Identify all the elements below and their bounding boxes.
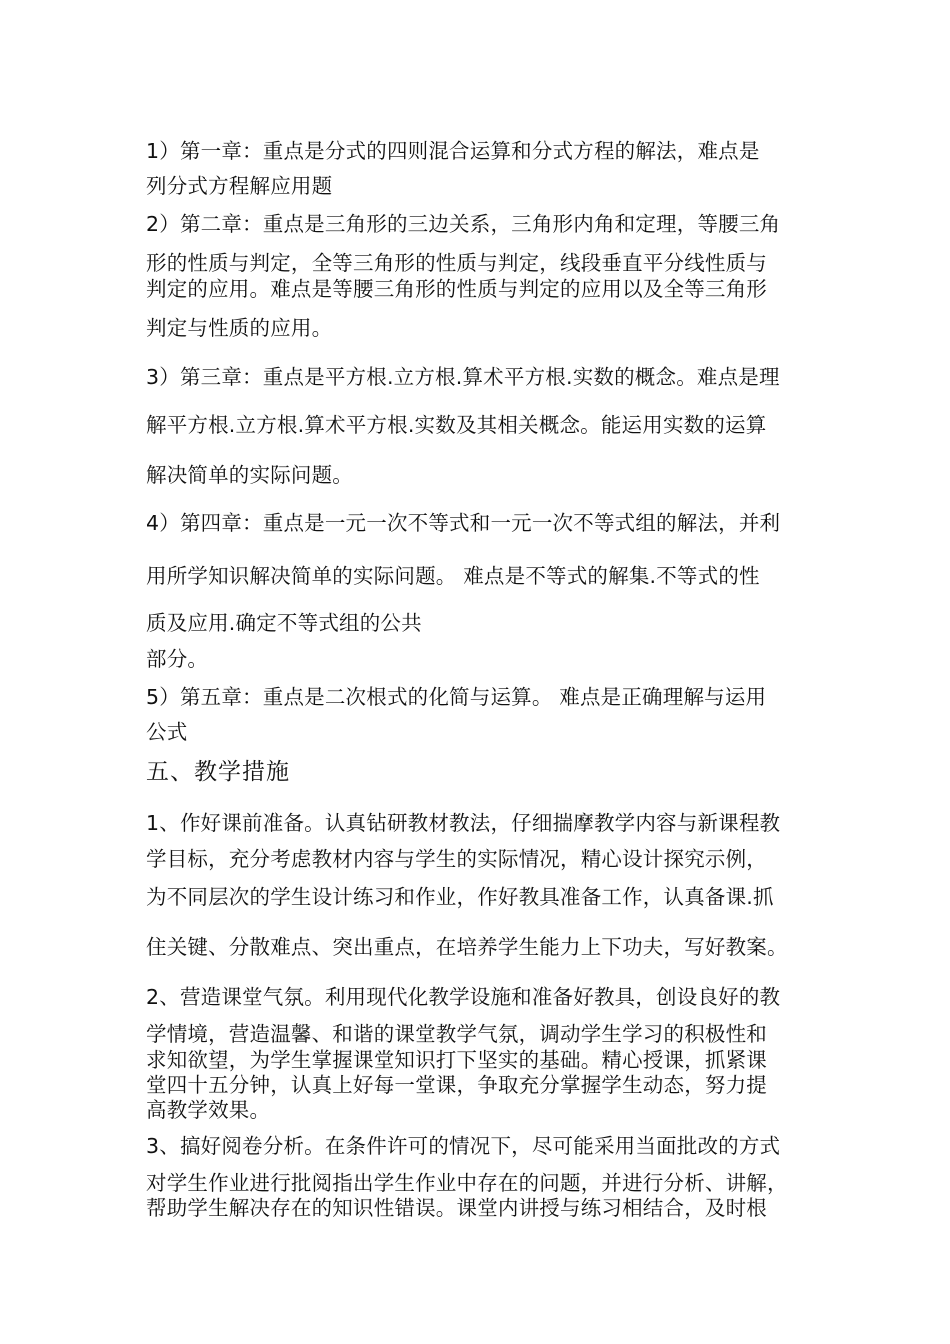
text-line: 判定与性质的应用。 bbox=[146, 316, 333, 340]
text-line: 住关键、分散难点、突出重点，在培养学生能力上下功夫，写好教案。 bbox=[146, 935, 788, 959]
text-line: 求知欲望，为学生掌握课堂知识打下坚实的基础。精心授课，抓紧课 bbox=[146, 1048, 767, 1072]
text-line: 公式 bbox=[146, 720, 188, 744]
text-line: 堂四十五分钟，认真上好每一堂课，争取充分掌握学生动态，努力提 bbox=[146, 1073, 767, 1097]
section-heading: 五、教学措施 bbox=[146, 759, 290, 785]
text-line: 3、搞好阅卷分析。在条件许可的情况下，尽可能采用当面批改的方式 bbox=[146, 1134, 781, 1158]
text-line: 2）第二章：重点是三角形的三边关系，三角形内角和定理，等腰三角 bbox=[146, 212, 781, 236]
text-line: 用所学知识解决简单的实际问题。 难点是不等式的解集.不等式的性 bbox=[146, 564, 760, 588]
text-line: 部分。 bbox=[146, 647, 209, 671]
text-line: 解决简单的实际问题。 bbox=[146, 463, 353, 487]
text-line: 1、作好课前准备。认真钻研教材教法，仔细揣摩教学内容与新课程教 bbox=[146, 811, 781, 835]
text-line: 对学生作业进行批阅指出学生作业中存在的问题，并进行分析、讲解， bbox=[146, 1171, 788, 1195]
text-line: 4）第四章：重点是一元一次不等式和一元一次不等式组的解法，并利 bbox=[146, 511, 781, 535]
text-line: 5）第五章：重点是二次根式的化简与运算。 难点是正确理解与运用 bbox=[146, 685, 767, 709]
text-line: 2、营造课堂气氛。利用现代化教学设施和准备好教具，创设良好的教 bbox=[146, 985, 781, 1009]
text-line: 列分式方程解应用题 bbox=[146, 174, 333, 198]
text-line: 质及应用.确定不等式组的公共 bbox=[146, 611, 422, 635]
text-line: 形的性质与判定，全等三角形的性质与判定，线段垂直平分线性质与 bbox=[146, 251, 767, 275]
text-line: 判定的应用。难点是等腰三角形的性质与判定的应用以及全等三角形 bbox=[146, 277, 767, 301]
text-line: 为不同层次的学生设计练习和作业，作好教具准备工作，认真备课.抓 bbox=[146, 885, 774, 909]
text-line: 1）第一章：重点是分式的四则混合运算和分式方程的解法，难点是 bbox=[146, 139, 760, 163]
text-line: 高教学效果。 bbox=[146, 1098, 271, 1122]
text-line: 学情境，营造温馨、和谐的课堂教学气氛，调动学生学习的积极性和 bbox=[146, 1022, 767, 1046]
text-line: 3）第三章：重点是平方根.立方根.算术平方根.实数的概念。难点是理 bbox=[146, 365, 780, 389]
text-line: 解平方根.立方根.算术平方根.实数及其相关概念。能运用实数的运算 bbox=[146, 413, 767, 437]
text-line: 帮助学生解决存在的知识性错误。课堂内讲授与练习相结合，及时根 bbox=[146, 1196, 767, 1220]
text-line: 学目标，充分考虑教材内容与学生的实际情况，精心设计探究示例， bbox=[146, 847, 767, 871]
